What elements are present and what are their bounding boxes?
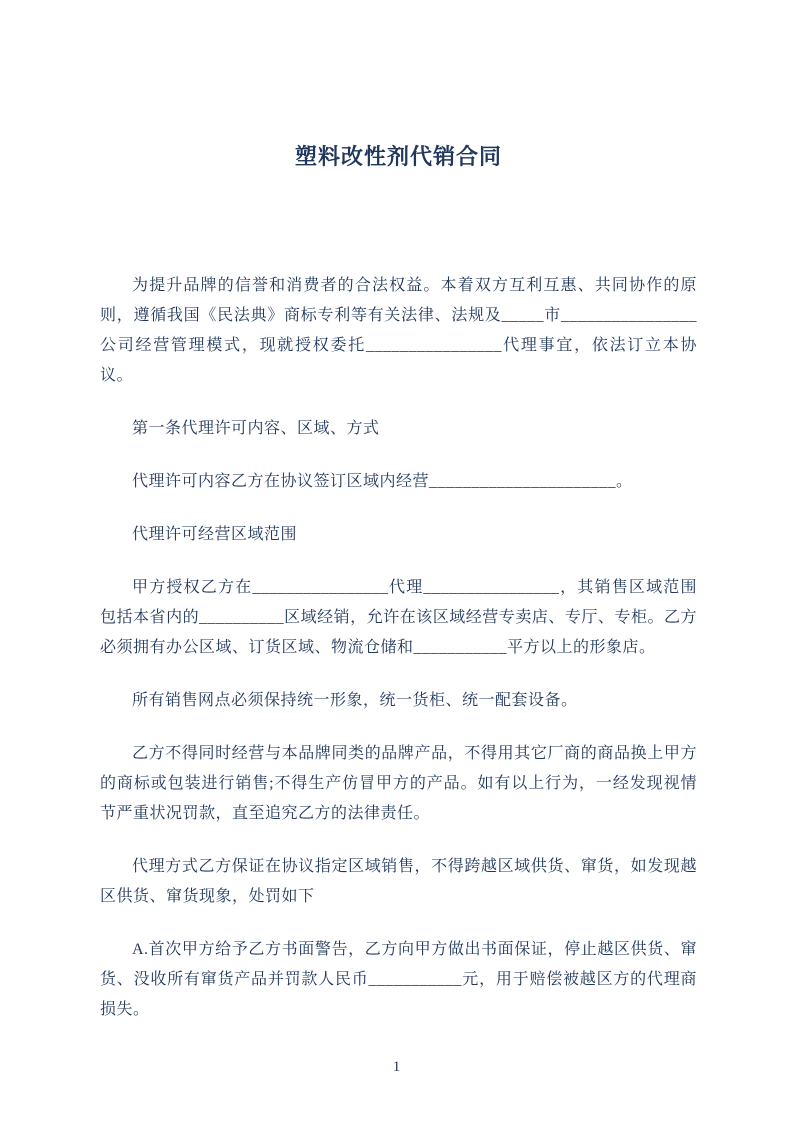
paragraph-penalty-a: A.首次甲方给予乙方书面警告，乙方向甲方做出书面保证，停止越区供货、窜货、没收所有窜货产品并罚款人民币___________元，用于赔偿被越区方的代理商损失。 (100, 941, 697, 1018)
paragraph-region-scope-heading: 代理许可经营区域范围 (132, 526, 298, 543)
paragraph-license-content: 代理许可内容乙方在协议签订区域内经营______________________。 (132, 473, 633, 490)
paragraph-authorization: 甲方授权乙方在________________代理________________，其销售区域范围包括本省内的__________区域经销，允许在该区域经营专卖店、专厅、专柜。乙方必须拥有办公区域、订货区域、物流仓储和___________平方以上的形象店。 (100, 579, 697, 656)
paragraph-brand-restrictions: 乙方不得同时经营与本品牌同类的品牌产品，不得用其它厂商的商品换上甲方的商标或包装进行销售;不得生产仿冒甲方的产品。如有以上行为，一经发现视情节严重状况罚款，直至追究乙方的法律责任。 (100, 745, 697, 822)
paragraph-unified-image: 所有销售网点必须保持统一形象，统一货柜、统一配套设备。 (132, 692, 578, 709)
paragraph-article-1-heading: 第一条代理许可内容、区域、方式 (132, 420, 380, 437)
page-number: 1 (392, 1059, 401, 1075)
paragraph-preamble: 为提升品牌的信誉和消费者的合法权益。本着双方互利互惠、共同协作的原则，遵循我国《民法典》商标专利等有关法律、法规及_____市________________公司经营管理模式，现就授权委托________________代理事宜，依法订立本协议。 (100, 277, 697, 384)
paragraph-agency-method: 代理方式乙方保证在协议指定区域销售，不得跨越区域供货、窜货，如发现越区供货、窜货现象，处罚如下 (100, 858, 697, 905)
document-title: 塑料改性剂代销合同 (294, 144, 502, 169)
